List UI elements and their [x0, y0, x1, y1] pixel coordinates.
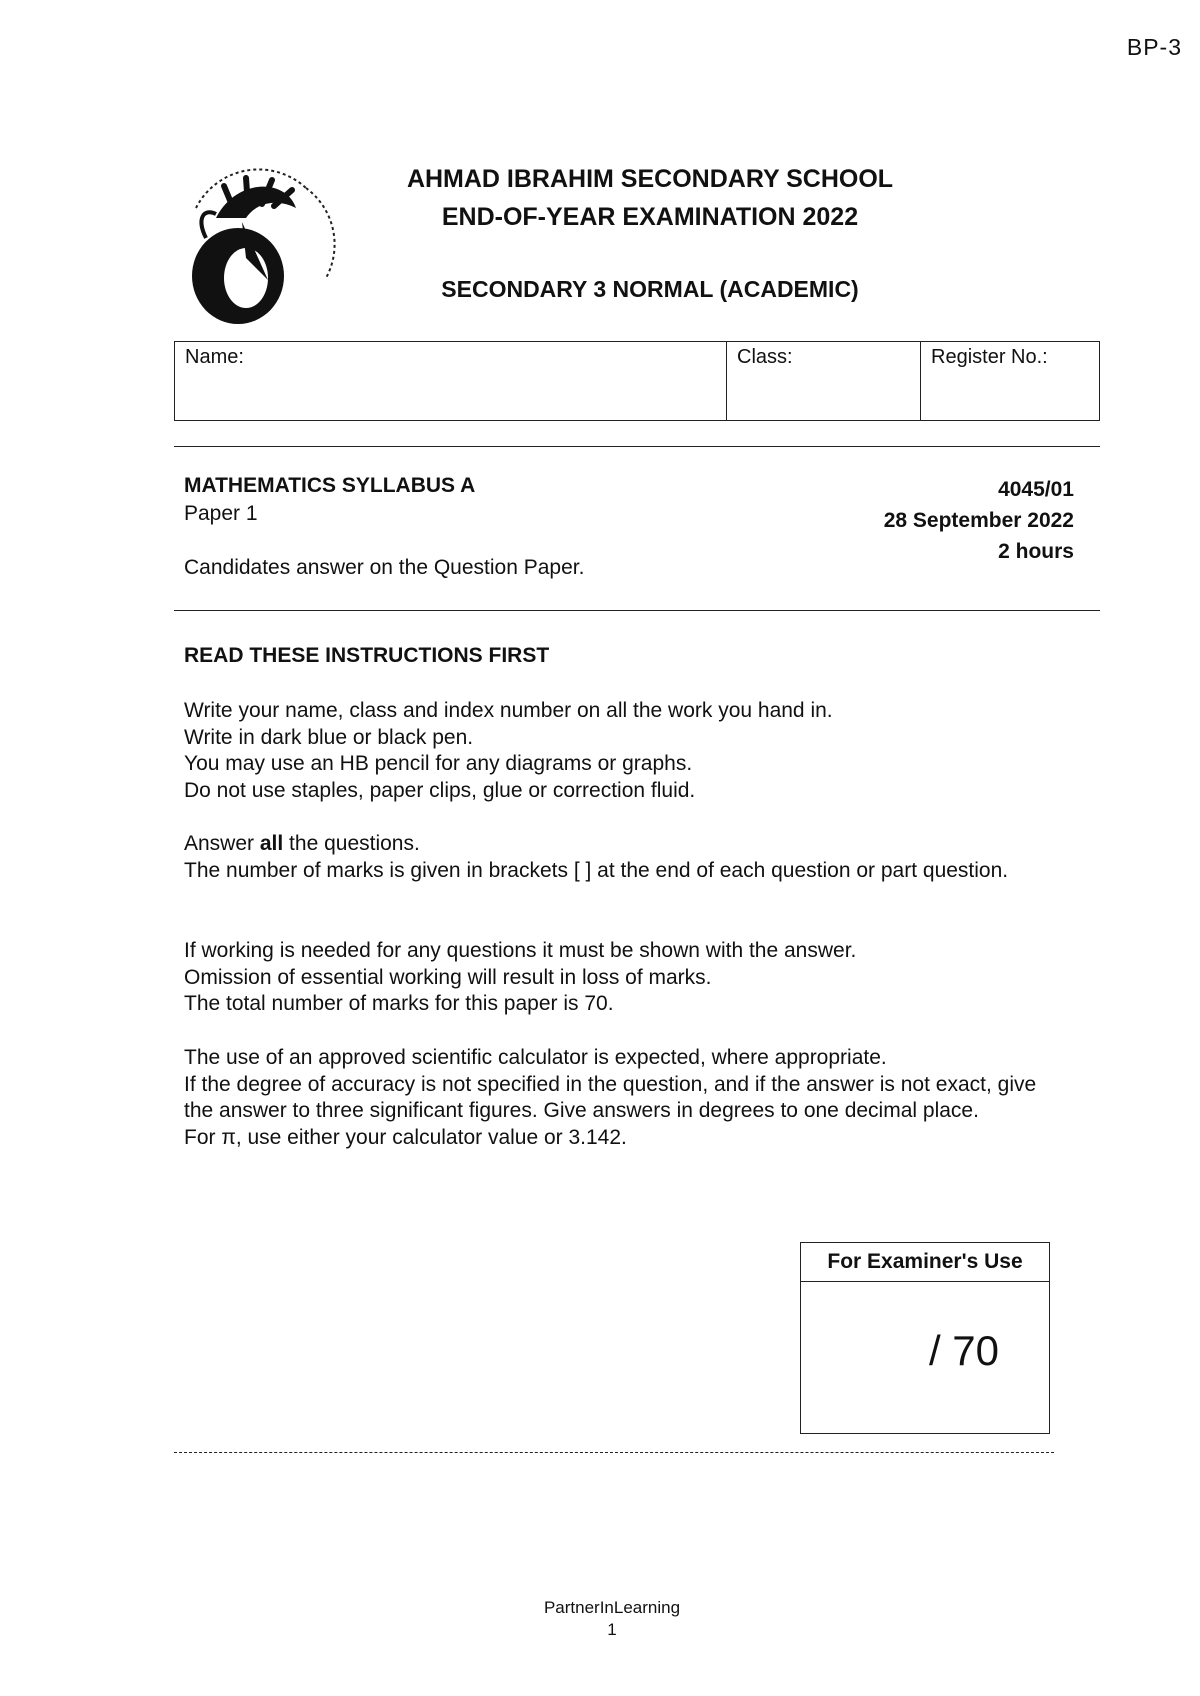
school-crest-logo — [176, 148, 336, 328]
candidate-details-table — [174, 341, 1100, 421]
instructions-title: READ THESE INSTRUCTIONS FIRST — [184, 644, 550, 667]
instruction-line: Answer all the questions. — [184, 832, 420, 855]
school-header — [400, 160, 900, 236]
exam-title: END-OF-YEAR EXAMINATION 2022 — [441, 203, 859, 231]
instruction-line: If the degree of accuracy is not specified in the question, and if the answer is not exact, give the answer to three significant figures. Give answers in degrees to one decimal place. — [184, 1072, 1037, 1122]
subject-title: MATHEMATICS SYLLABUS A — [184, 474, 476, 497]
register-field[interactable]: Register No.: — [931, 346, 1048, 368]
instructions-group-1 — [184, 698, 1054, 804]
page-number: 1 — [607, 1620, 617, 1639]
instruction-line: If working is needed for any questions it must be shown with the answer. — [184, 939, 857, 962]
divider — [174, 446, 1100, 447]
answer-note: Candidates answer on the Question Paper. — [184, 556, 585, 579]
name-field[interactable]: Name: — [175, 342, 727, 420]
total-marks: / 70 — [928, 1327, 999, 1374]
instruction-line: Omission of essential working will result in loss of marks. — [184, 965, 712, 989]
instruction-line: You may use an HB pencil for any diagrams or graphs. — [184, 752, 693, 775]
paper-number: Paper 1 — [184, 502, 258, 525]
divider — [174, 610, 1100, 611]
footer — [0, 1597, 1200, 1641]
exam-date: 28 September 2022 — [883, 509, 1074, 532]
examiner-box-title: For Examiner's Use — [801, 1243, 1049, 1282]
instructions-group-2 — [184, 831, 1054, 884]
footer-text: PartnerInLearning — [543, 1598, 681, 1617]
paper-info — [884, 474, 1074, 567]
examiner-use-box — [800, 1242, 1050, 1434]
paper-code: 4045/01 — [998, 478, 1074, 501]
divider — [174, 1452, 1054, 1453]
exam-duration: 2 hours — [998, 540, 1074, 563]
class-field[interactable]: Class: — [727, 342, 921, 420]
level-title: SECONDARY 3 NORMAL (ACADEMIC) — [441, 276, 859, 302]
instruction-line: Do not use staples, paper clips, glue or correction fluid. — [184, 778, 696, 802]
page-code: BP-3 — [1126, 34, 1182, 60]
instructions-group-3 — [184, 938, 1054, 1018]
instruction-line: Write your name, class and index number on all the work you hand in. — [184, 699, 833, 722]
instruction-line: The total number of marks for this paper is 70. — [184, 992, 614, 1015]
instruction-line: For π, use either your calculator value or 3.142. — [184, 1125, 627, 1149]
instruction-line: The number of marks is given in brackets [ ] at the end of each question or part question. — [184, 858, 1009, 882]
instructions-group-4 — [184, 1045, 1054, 1151]
instruction-line: Write in dark blue or black pen. — [184, 725, 474, 749]
instruction-line: The use of an approved scientific calculator is expected, where appropriate. — [184, 1046, 887, 1069]
school-name: AHMAD IBRAHIM SECONDARY SCHOOL — [406, 165, 894, 193]
